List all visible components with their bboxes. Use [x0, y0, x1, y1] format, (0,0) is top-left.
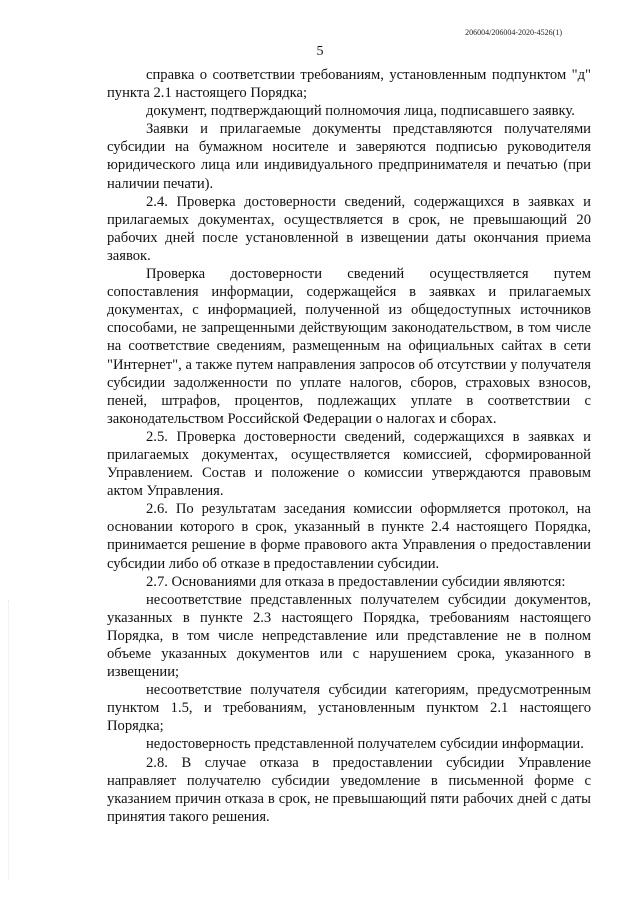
- paragraph-section-2-6: 2.6. По результатам заседания комиссии оформляется протокол, на основании которого в срок, указанный в пункте 2.4 настоящего Порядка, принимается решение в форме правового акта Управления о предоставлении субсидии либо об отказе в предоставлении субсидии.: [107, 501, 591, 572]
- paragraph-authority-document: документ, подтверждающий полномочия лица, подписавшего заявку.: [146, 103, 575, 120]
- paragraph-section-2-4: 2.4. Проверка достоверности сведений, содержащихся в заявках и прилагаемых документах, осуществляется в срок, не превышающий 20 рабочих дней после установленной в извещении даты окончания приема заявок.: [107, 193, 591, 264]
- paragraph-refusal-reason-inaccuracy: недостоверность представленной получателем субсидии информации.: [146, 736, 584, 753]
- paragraph-certificate: справка о соответствии требованиям, установленным подпунктом "д" пункта 2.1 настоящего Порядка;: [107, 67, 591, 102]
- scan-margin-artifact: [8, 600, 11, 880]
- paragraph-refusal-reason-documents: несоответствие представленных получателем субсидии документов, указанных в пункте 2.3 настоящего Порядка, требованиям настоящего Порядка, в том числе непредставление или представление не в полном объеме указанных документов или с нарушением срока, указанного в извещении;: [107, 591, 591, 681]
- paragraph-section-2-8: 2.8. В случае отказа в предоставлении субсидии Управление направляет получателю субсидии уведомление в письменной форме с указанием причин отказа в срок, не превышающий пяти рабочих дней с даты принятия такого решения.: [107, 754, 591, 825]
- paragraph-verification-method: Проверка достоверности сведений осуществляется путем сопоставления информации, содержащейся в заявках и прилагаемых документах, с информацией, полученной из общедоступных источников способами, не запрещенными действующим законодательством, в том числе на соответствие сведениям, размещенным на официальных сайтах в сети "Интернет", а также путем направления запросов об отсутствии у получателя субсидии задолженности по уплате налогов, сборов, страховых взносов, пеней, штрафов, процентов, подлежащих уплате в соответствии с законодательством Российской Федерации о налогах и сборах.: [107, 266, 591, 427]
- paragraph-refusal-reason-category: несоответствие получателя субсидии категориям, предусмотренным пунктом 1.5, и требованиям, установленным пунктом 2.1 настоящего Порядка;: [107, 682, 591, 735]
- page-number: 5: [316, 44, 324, 59]
- paragraph-section-2-5: 2.5. Проверка достоверности сведений, содержащихся в заявках и прилагаемых документах, осуществляется комиссией, сформированной Управлением. Состав и положение о комиссии утверждаются правовым актом Управления.: [107, 428, 591, 500]
- document-registration-number: 206004/206004-2020-4526(1): [465, 28, 562, 37]
- paragraph-applications-submission: Заявки и прилагаемые документы представляются получателями субсидии на бумажном носителе и заверяются подписью руководителя юридического лица или индивидуального предпринимателя и печатью (при наличии печати).: [107, 121, 591, 192]
- paragraph-section-2-7: 2.7. Основаниями для отказа в предоставлении субсидии являются:: [146, 573, 566, 590]
- document-body: [107, 66, 591, 826]
